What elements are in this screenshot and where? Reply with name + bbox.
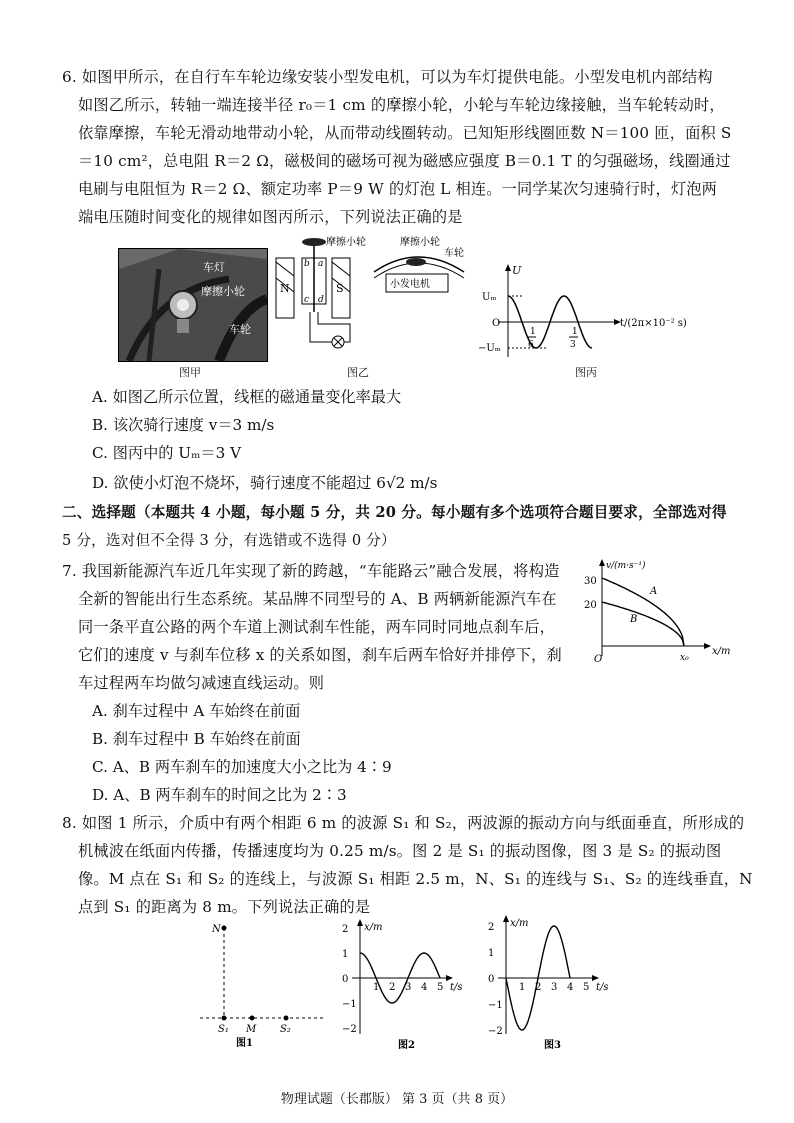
section-2-heading: 二、选择题（本题共 4 小题，每小题 5 分，共 20 分。每小题有多个选项符合题目要求，全部选对得	[62, 504, 727, 521]
svg-text:v/(m·s⁻¹): v/(m·s⁻¹)	[606, 561, 646, 571]
label-wheel: 车轮	[229, 323, 251, 336]
velocity-displacement-graph	[584, 556, 744, 668]
q7-line-3: 同一条平直公路的两个车道上测试刹车性能，两车同时同地点刹车后，	[78, 618, 556, 636]
t-tick-label: 3	[551, 982, 558, 993]
y-tick-label: 1	[342, 949, 349, 960]
y-tick-label: −2	[488, 1026, 503, 1037]
point-m: M	[246, 1024, 257, 1035]
bicycle-photo	[118, 248, 268, 362]
label-friction-wheel: 摩擦小轮	[201, 285, 245, 298]
svg-text:x/m: x/m	[510, 918, 529, 929]
q8-line-2: 机械波在纸面内传播，传播速度均为 0.25 m/s。图 2 是 S₁ 的振动图像，图 3 是 S₂ 的振动图	[78, 842, 722, 860]
q8-line-1: 8. 如图 1 所示，介质中有两个相距 6 m 的波源 S₁ 和 S₂，两波源的振动方向与纸面垂直，所形成的	[62, 814, 745, 832]
svg-text:−Uₘ: −Uₘ	[478, 343, 501, 354]
fig-jia-caption: 图甲	[179, 366, 201, 379]
s1-vibration-graph	[338, 916, 478, 1050]
q6-line-5: 电刷与电阻恒为 R＝2 Ω、额定功率 P＝9 W 的灯泡 L 相连。一同学某次匀速骑行时，灯泡两	[78, 180, 718, 198]
svg-text:小发电机: 小发电机	[390, 279, 430, 290]
svg-text:a: a	[318, 259, 324, 269]
svg-text:30: 30	[584, 576, 597, 587]
t-tick-label: 5	[583, 982, 590, 993]
svg-text:A: A	[650, 586, 658, 597]
fig-yi-caption: 图乙	[347, 366, 369, 379]
y-tick-label: 1	[488, 948, 495, 959]
t-tick-label: 3	[405, 982, 412, 993]
q6-option-a: A. 如图乙所示位置，线框的磁通量变化率最大	[92, 388, 402, 406]
svg-text:B: B	[630, 614, 638, 625]
y-tick-label: −1	[342, 999, 357, 1010]
q7-line-2: 全新的智能出行生态系统。某品牌不同型号的 A、B 两辆新能源汽车在	[78, 590, 557, 608]
svg-text:O: O	[594, 654, 603, 665]
q7-line-1: 7. 我国新能源汽车近几年实现了新的跨越，“车能路云”融合发展，将构造	[62, 562, 560, 580]
svg-text:t/s: t/s	[596, 982, 609, 993]
q7-option-b: B. 刹车过程中 B 车始终在前面	[92, 730, 301, 748]
svg-text:O: O	[492, 318, 501, 329]
q6-line-1: 6. 如图甲所示，在自行车车轮边缘安装小型发电机，可以为车灯提供电能。小型发电机内部结构	[62, 68, 713, 86]
q8-line-4: 点到 S₁ 的距离为 8 m。下列说法正确的是	[78, 898, 371, 916]
svg-text:c: c	[304, 295, 310, 305]
svg-text:x₀: x₀	[680, 653, 689, 663]
s2-vibration-graph	[484, 912, 624, 1050]
q6-option-d: D. 欲使小灯泡不烧坏，骑行速度不能超过 6√2 m/s	[92, 474, 438, 492]
svg-text:图2: 图2	[398, 1040, 415, 1050]
q6-line-3: 依靠摩擦，车轮无滑动地带动小轮，从而带动线圈转动。已知矩形线圈匝数 N＝100 匝，面积 S	[78, 124, 732, 142]
t-tick-label: 2	[535, 982, 542, 993]
q7-option-c: C. A、B 两车刹车的加速度大小之比为 4∶9	[92, 758, 392, 776]
svg-text:20: 20	[584, 600, 597, 611]
q7-option-a: A. 刹车过程中 A 车始终在前面	[92, 702, 301, 720]
svg-text:图3: 图3	[544, 1040, 561, 1050]
y-tick-label: 0	[488, 974, 495, 985]
svg-text:t/(2π×10⁻² s): t/(2π×10⁻² s)	[620, 318, 687, 329]
q8-line-3: 像。M 点在 S₁ 和 S₂ 的连线上，与波源 S₁ 相距 2.5 m，N、S₁ 的连线与 S₁、S₂ 的连线垂直，N	[78, 870, 753, 888]
q7-line-5: 车过程两车均做匀减速直线运动。则	[78, 674, 325, 692]
svg-text:1: 1	[572, 327, 578, 337]
svg-text:x/m: x/m	[364, 922, 383, 933]
svg-text:1: 1	[530, 327, 536, 337]
generator-diagram	[268, 232, 468, 362]
q6-line-6: 端电压随时间变化的规律如图丙所示，下列说法正确的是	[78, 208, 463, 226]
q6-line-2: 如图乙所示，转轴一端连接半径 r₀＝1 cm 的摩擦小轮，小轮与车轮边缘接触，当车轮转动时，	[78, 96, 725, 114]
section-2-heading-2: 5 分，选对但不全得 3 分，有选错或不选得 0 分）	[62, 532, 396, 549]
svg-text:摩擦小轮: 摩擦小轮	[400, 237, 440, 248]
t-tick-label: 1	[519, 982, 526, 993]
t-tick-label: 2	[389, 982, 396, 993]
svg-text:t/s: t/s	[450, 982, 463, 993]
point-n: N	[212, 924, 221, 935]
svg-text:摩擦小轮: 摩擦小轮	[326, 237, 366, 248]
q7-line-4: 它们的速度 v 与刹车位移 x 的关系如图，刹车后两车恰好并排停下，刹	[78, 646, 562, 664]
voltage-time-graph	[478, 262, 694, 362]
svg-text:车轮: 车轮	[444, 248, 464, 259]
svg-text:S: S	[336, 282, 344, 295]
q6-option-b: B. 该次骑行速度 v＝3 m/s	[92, 416, 275, 434]
point-s2: S₂	[280, 1024, 291, 1035]
q6-option-c: C. 图丙中的 Uₘ＝3 V	[92, 444, 242, 462]
svg-text:图1: 图1	[236, 1038, 253, 1048]
y-tick-label: 2	[342, 924, 349, 935]
y-tick-label: 0	[342, 974, 349, 985]
q7-option-d: D. A、B 两车刹车的时间之比为 2∶3	[92, 786, 347, 804]
svg-text:b: b	[304, 259, 310, 269]
svg-text:6: 6	[528, 340, 534, 350]
svg-text:Uₘ: Uₘ	[482, 292, 497, 303]
label-lamp: 车灯	[203, 261, 225, 274]
svg-text:3: 3	[570, 340, 576, 350]
svg-text:U: U	[512, 264, 522, 277]
y-tick-label: −1	[488, 1000, 503, 1011]
t-tick-label: 4	[567, 982, 574, 993]
fig-bing-caption: 图丙	[575, 366, 597, 379]
t-tick-label: 1	[373, 982, 380, 993]
point-s1: S₁	[218, 1024, 229, 1035]
page-footer: 物理试题（长郡版） 第 3 页（共 8 页）	[280, 1092, 514, 1107]
svg-text:d: d	[318, 295, 324, 305]
t-tick-label: 5	[437, 982, 444, 993]
q6-line-4: ＝10 cm²，总电阻 R＝2 Ω，磁极间的磁场可视为磁感应强度 B＝0.1 T 的匀强磁场，线圈通过	[78, 152, 731, 170]
y-tick-label: 2	[488, 922, 495, 933]
svg-text:x/m: x/m	[712, 646, 731, 657]
y-tick-label: −2	[342, 1024, 357, 1035]
t-tick-label: 4	[421, 982, 428, 993]
wave-sources-diagram	[196, 918, 332, 1048]
svg-text:N: N	[280, 282, 290, 295]
